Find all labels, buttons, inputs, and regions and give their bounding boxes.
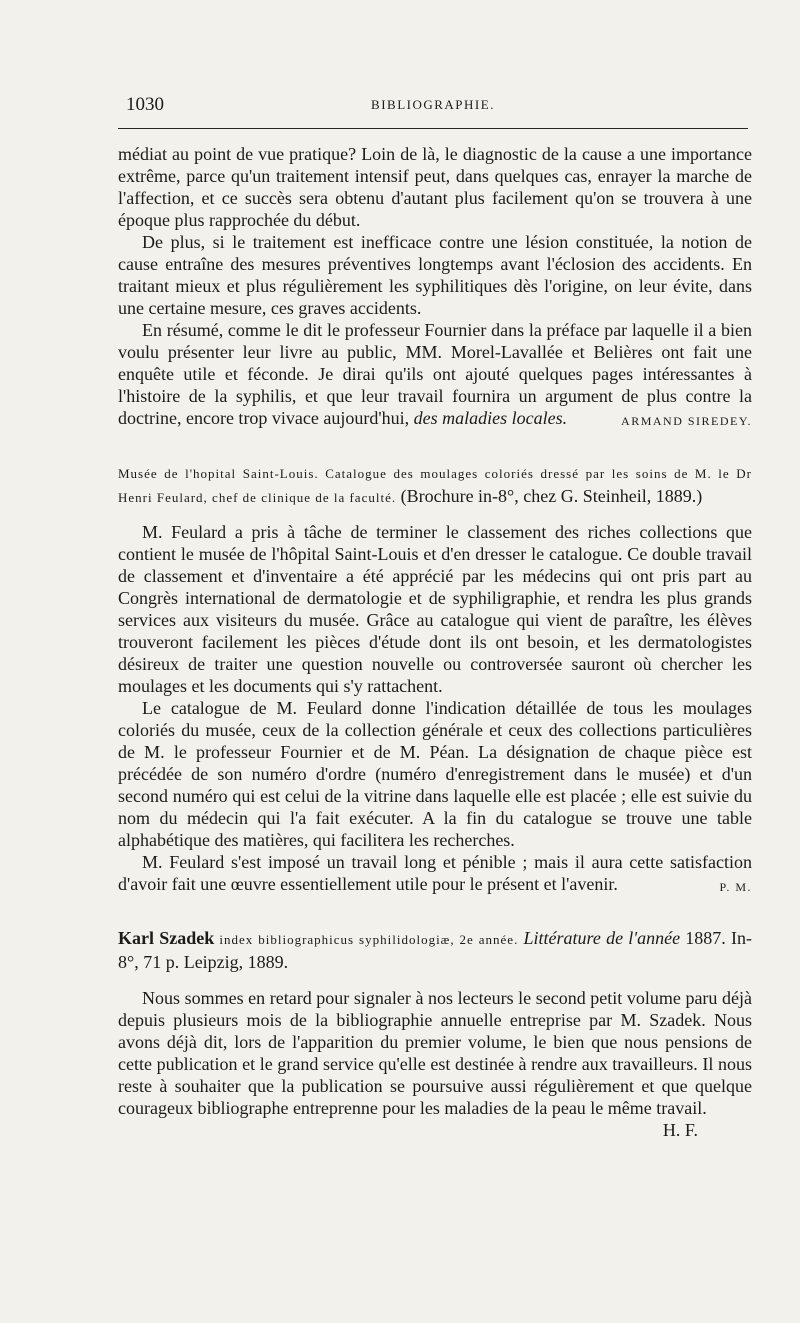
- paragraph: M. Feulard a pris à tâche de terminer le classement des riches collections que contient le musée de l'hôpital Saint-Louis et d'en dresser le catalogue. Ce double travail de classement et d'inventaire a été apprécié par les médecins qui ont pris part au Congrès international de dermatologie et de syphiligraphie, et rendra les plus grands services aux visiteurs du musée. Grâce au catalogue qui vient de paraître, les élèves trouveront facilement les pièces d'étude dont ils ont besoin, et les dermatologistes désireux de traiter une question nouvelle ou controversée sauront où chercher les moulages et les documents qui s'y rattachent.: [118, 522, 752, 696]
- paragraph: De plus, si le traitement est inefficace contre une lésion constituée, la notion de cause entraîne des mesures préventives longtemps avant l'éclosion des accidents. En traitant mieux et plus régulièrement les syphilitiques dès l'origine, on leur évite, dans une certaine mesure, ces graves accidents.: [118, 232, 752, 318]
- header-rule: [118, 128, 748, 129]
- paragraph: [118, 851, 752, 895]
- review-heading-italic: Littérature de l'année: [523, 928, 681, 948]
- page-body: [118, 143, 752, 1141]
- review-heading-title: index bibliographicus syphilidologiæ, 2e année.: [219, 932, 519, 947]
- paragraph-text: M. Feulard s'est imposé un travail long et pénible ; mais il aura cette satisfaction d'avoir fait une œuvre essentiellement utile pour le présent et l'avenir.: [118, 852, 752, 894]
- review-heading: [118, 927, 752, 973]
- review-signature: ARMAND SIREDEY.: [621, 414, 752, 428]
- review-signature: P. M.: [719, 880, 752, 894]
- paragraph: Le catalogue de M. Feulard donne l'indication détaillée de tous les moulages coloriés du musée, ceux de la collection générale et ceux des collections particulières de M. le professeur Fournier et de M. Péan. La désignation de chaque pièce est précédée de son numéro d'ordre (numéro d'enregistrement dans le musée) et d'un second numéro qui est celui de la vitrine dans laquelle elle est placée ; elle est suivie du nom du médecin qui l'a fait exécuter. A la fin du catalogue se trouve une table alphabétique des matières, qui facilitera les recherches.: [118, 698, 752, 850]
- review-signature: H. F.: [662, 1120, 698, 1140]
- review-heading-title: Musée de l'hopital Saint-Louis. Catalogue des moulages coloriés dressé par les soins de M. le Dr Henri Feulard, chef de clinique de la faculté.: [118, 466, 752, 505]
- paragraph-text: En résumé, comme le dit le professeur Fournier dans la préface par laquelle il a bien voulu présenter leur livre au public, MM. Morel-Lavallée et Belières ont fait une enquête utile et féconde. Je dirai qu'ils ont ajouté quelques pages intéressantes à l'histoire de la syphilis, et que leur travail fournira un argument de plus contre la doctrine, encore trop vivace aujourd'hui,: [118, 320, 752, 428]
- page-number: 1030: [126, 94, 164, 115]
- paragraph: [118, 319, 752, 429]
- review-author: Karl Szadek: [118, 928, 215, 948]
- review-heading-imprint: (Brochure in-8°, chez G. Steinheil, 1889.): [400, 486, 703, 506]
- running-title: BIBLIOGRAPHIE.: [371, 97, 495, 112]
- paragraph: médiat au point de vue pratique? Loin de là, le diagnostic de la cause a une importance extrême, parce qu'un traitement intensif peut, dans quelques cas, enrayer la marche de l'affection, et ce succès sera obtenu d'autant plus facilement qu'on se trouvera à une époque plus rapprochée du début.: [118, 144, 752, 230]
- review-heading-imprint: 1887. In-8°, 71 p. Leipzig, 1889.: [118, 928, 752, 972]
- review-heading: [118, 461, 752, 509]
- paragraph: Nous sommes en retard pour signaler à nos lecteurs le second petit volume paru déjà depuis plusieurs mois de la bibliographie annuelle entreprise par M. Szadek. Nous avons déjà dit, lors de l'apparition du premier volume, le bien que nous pensions de cette publication et le grand service qu'elle est destinée à rendre aux travailleurs. Il nous reste à souhaiter que la publication se poursuive aussi régulièrement et que quelque courageux bibliographe entreprenne pour les maladies de la peau le même travail.: [118, 988, 752, 1118]
- italic-phrase: des maladies locales.: [413, 408, 568, 428]
- running-head: [118, 94, 748, 116]
